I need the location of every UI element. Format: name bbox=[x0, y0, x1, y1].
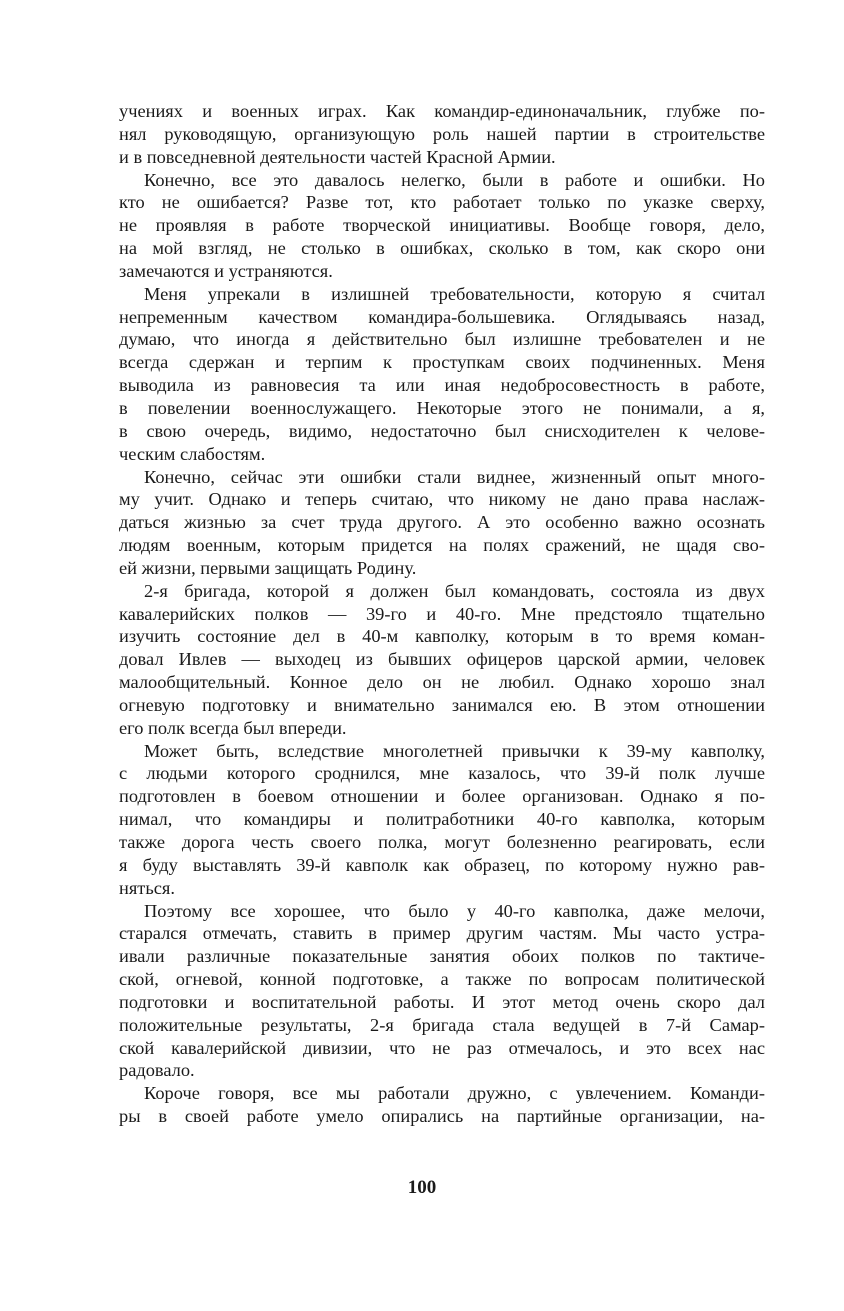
text-line: 2-я бригада, которой я должен был командовать, состояла из двух bbox=[144, 580, 765, 601]
text-line: его полк всегда был впереди. bbox=[119, 717, 347, 738]
text-line: в свою очередь, видимо, недостаточно был снисходителен к челове- bbox=[119, 420, 765, 441]
body-text bbox=[119, 100, 765, 1128]
text-line: нял руководящую, организующую роль нашей партии в строительстве bbox=[119, 123, 765, 144]
text-line: му учит. Однако и теперь считаю, что никому не дано права наслаж- bbox=[119, 489, 765, 510]
text-line: не проявляя в работе творческой инициативы. Вообще говоря, дело, bbox=[119, 215, 765, 236]
text-line: выводила из равновесия та или иная недобросовестность в работе, bbox=[119, 375, 765, 396]
text-line: в повелении военнослужащего. Некоторые этого не понимали, а я, bbox=[119, 397, 765, 418]
text-line: людям военным, которым придется на полях сражений, не щадя сво- bbox=[119, 535, 765, 556]
text-line: положительные результаты, 2-я бригада стала ведущей в 7-й Самар- bbox=[119, 1014, 765, 1035]
text-line: няться. bbox=[119, 877, 175, 898]
text-line: думаю, что иногда я действительно был излишне требователен и не bbox=[119, 329, 765, 350]
text-line: замечаются и устраняются. bbox=[119, 260, 333, 281]
text-line: подготовки и воспитательной работы. И этот метод очень скоро дал bbox=[119, 991, 765, 1012]
text-line: старался отмечать, ставить в пример другим частям. Мы часто устра- bbox=[119, 923, 765, 944]
page-number: 100 bbox=[407, 1177, 437, 1198]
text-line: ивали различные показательные занятия обоих полков по тактиче- bbox=[119, 946, 765, 967]
text-line: даться жизнью за счет труда другого. А это особенно важно осознать bbox=[119, 512, 765, 533]
text-line: всегда сдержан и терпим к проступкам своих подчиненных. Меня bbox=[119, 352, 765, 373]
text-line: я буду выставлять 39-й кавполк как образец, по которому нужно рав- bbox=[119, 854, 765, 875]
text-line: ры в своей работе умело опирались на партийные организации, на- bbox=[119, 1106, 765, 1127]
text-line: на мой взгляд, не столько в ошибках, сколько в том, как скоро они bbox=[119, 238, 765, 259]
text-line: радовало. bbox=[119, 1060, 195, 1081]
text-line: изучить состояние дел в 40-м кавполку, которым в то время коман- bbox=[119, 626, 765, 647]
text-line: Поэтому все хорошее, что было у 40-го кавполка, даже мелочи, bbox=[144, 900, 765, 921]
text-line: ческим слабостям. bbox=[119, 443, 266, 464]
text-line: также дорога честь своего полка, могут болезненно реагировать, если bbox=[119, 832, 765, 852]
text-line: кто не ошибается? Разве тот, кто работает только по указке сверху, bbox=[119, 192, 765, 213]
text-line: с людьми которого сроднился, мне казалось, что 39-й полк лучше bbox=[119, 763, 765, 784]
text-line: кавалерийских полков — 39-го и 40-го. Мне предстояло тщательно bbox=[119, 603, 765, 624]
text-line: и в повседневной деятельности частей Красной Армии. bbox=[119, 146, 556, 167]
text-line: нимал, что командиры и политработники 40-го кавполка, которым bbox=[119, 809, 765, 830]
text-line: Может быть, вследствие многолетней привычки к 39-му кавполку, bbox=[144, 740, 765, 761]
text-line: Конечно, все это давалось нелегко, были в работе и ошибки. Но bbox=[144, 169, 765, 190]
text-line: довал Ивлев — выходец из бывших офицеров царской армии, человек bbox=[119, 649, 765, 670]
text-line: ской, огневой, конной подготовке, а также по вопросам политической bbox=[119, 969, 765, 990]
text-line: Короче говоря, все мы работали дружно, с увлечением. Команди- bbox=[144, 1083, 765, 1104]
text-line: малообщительный. Конное дело он не любил. Однако хорошо знал bbox=[119, 672, 765, 693]
text-line: Меня упрекали в излишней требовательности, которую я считал bbox=[144, 283, 765, 304]
text-line: непременным качеством командира-большевика. Оглядываясь назад, bbox=[119, 306, 765, 327]
text-line: ей жизни, первыми защищать Родину. bbox=[119, 557, 417, 578]
text-line: учениях и военных играх. Как командир-единоначальник, глубже по- bbox=[119, 101, 765, 121]
text-line: Конечно, сейчас эти ошибки стали виднее, жизненный опыт много- bbox=[144, 466, 765, 487]
text-line: ской кавалерийской дивизии, что не раз отмечалось, и это всех нас bbox=[119, 1037, 765, 1058]
text-line: подготовлен в боевом отношении и более организован. Однако я по- bbox=[119, 786, 765, 807]
text-line: огневую подготовку и внимательно занимался ею. В этом отношении bbox=[119, 694, 765, 715]
